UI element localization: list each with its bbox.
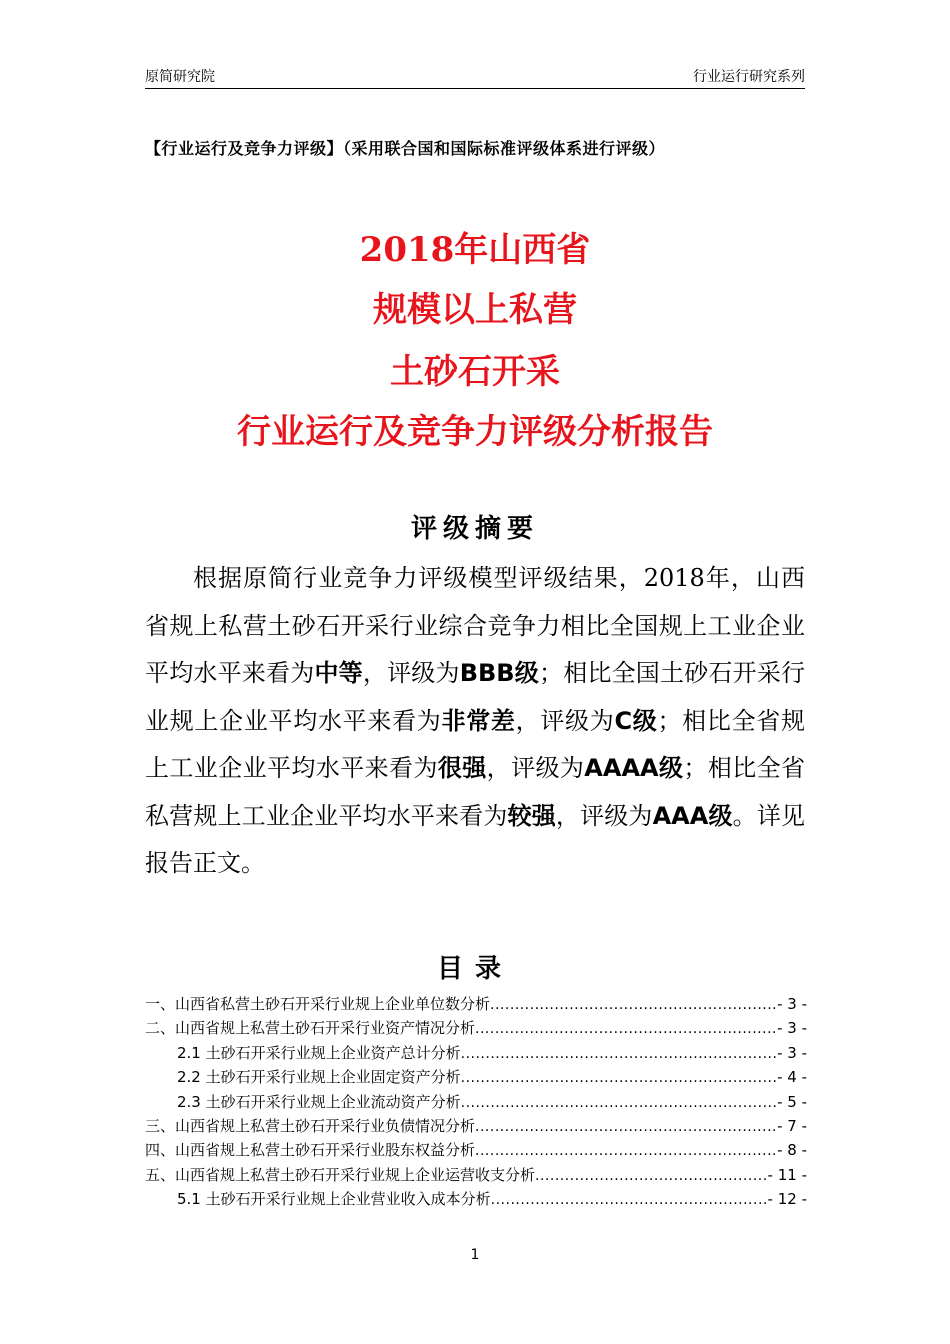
table-of-contents [145, 993, 807, 1213]
summary-text: ；相比全国土砂石开采行业规上企业平均水平来看为 [145, 659, 806, 735]
toc-entry-page: - 11 - [767, 1165, 807, 1184]
summary-heading: 评级摘要 [410, 514, 539, 544]
summary-text: ，评级为 [555, 801, 653, 830]
page-number: 1 [470, 1247, 480, 1263]
toc-entry-label: 2.2 土砂石开采行业规上企业固定资产分析 [177, 1068, 461, 1087]
toc-leader-dots [535, 1168, 768, 1184]
toc-leader-dots [490, 997, 777, 1013]
toc-entry[interactable] [145, 1139, 807, 1163]
rating-note: 【行业运行及竞争力评级】（采用联合国和国际标准评级体系进行评级） [145, 139, 666, 158]
summary-text: ，评级为 [486, 754, 585, 782]
summary-text: ；相比全省规上工业企业平均水平来看为 [145, 706, 806, 782]
summary-paragraph [145, 555, 805, 888]
toc-entry[interactable] [145, 1042, 807, 1066]
toc-heading: 目录 [436, 954, 513, 984]
header-org-name: 原简研究院 [145, 69, 215, 85]
toc-entry-label: 一、山西省私营土砂石开采行业规上企业单位数分析 [145, 995, 491, 1013]
summary-text: 根据原简行业竞争力评级模型评级结果，2018年，山西省规上私营土砂石开采行业综合竞争力相比全国规上工业企业平均水平来看为 [145, 564, 805, 687]
rating-industry-grade: C级 [614, 706, 658, 735]
toc-leader-dots [461, 1070, 777, 1086]
summary-text: ，评级为 [515, 706, 615, 735]
toc-entry[interactable] [145, 993, 807, 1017]
toc-entry[interactable] [145, 1115, 807, 1139]
toc-entry-label: 四、山西省规上私营土砂石开采行业股东权益分析 [145, 1141, 476, 1160]
toc-entry[interactable] [145, 1164, 807, 1188]
report-title-line-3: 土砂石开采 [390, 352, 560, 392]
toc-entry-label: 五、山西省规上私营土砂石开采行业规上企业运营收支分析 [145, 1165, 536, 1184]
summary-text: ，评级为 [362, 659, 460, 687]
rating-national-level: 中等 [314, 659, 363, 687]
toc-entry[interactable] [145, 1017, 807, 1041]
report-title-line-4: 行业运行及竞争力评级分析报告 [237, 412, 713, 452]
toc-entry-page: - 5 - [777, 1092, 807, 1111]
page-header [145, 66, 805, 89]
toc-entry-page: - 12 - [767, 1190, 807, 1209]
rating-province-level: 很强 [437, 754, 487, 782]
toc-entry-label: 二、山西省规上私营土砂石开采行业资产情况分析 [145, 1019, 476, 1038]
report-title-line-2: 规模以上私营 [373, 290, 577, 330]
toc-entry-label: 2.1 土砂石开采行业规上企业资产总计分析 [177, 1043, 461, 1062]
toc-entry[interactable] [145, 1066, 807, 1090]
toc-entry-page: - 3 - [777, 1043, 807, 1062]
toc-leader-dots [475, 1143, 777, 1159]
toc-entry-page: - 8 - [777, 1141, 807, 1160]
toc-leader-dots [461, 1046, 777, 1062]
toc-entry-page: - 3 - [777, 1019, 807, 1038]
rating-province-private-level: 较强 [507, 801, 556, 830]
toc-leader-dots [461, 1095, 777, 1111]
rating-national-grade: BBB级 [459, 659, 539, 687]
summary-text: 。详见报告正文。 [145, 801, 806, 877]
toc-leader-dots [475, 1021, 777, 1037]
toc-entry-label: 5.1 土砂石开采行业规上企业营业收入成本分析 [177, 1190, 491, 1209]
toc-entry[interactable] [145, 1188, 807, 1212]
toc-entry[interactable] [145, 1091, 807, 1115]
toc-leader-dots [491, 1192, 768, 1208]
toc-entry-label: 2.3 土砂石开采行业规上企业流动资产分析 [177, 1092, 461, 1111]
header-series-name: 行业运行研究系列 [693, 69, 805, 85]
summary-text: ；相比全省私营规上工业企业平均水平来看为 [145, 754, 806, 830]
toc-entry-label: 三、山西省规上私营土砂石开采行业负债情况分析 [145, 1116, 476, 1135]
rating-industry-level: 非常差 [441, 706, 516, 735]
rating-province-private-grade: AAA级 [652, 801, 733, 830]
toc-entry-page: - 4 - [777, 1068, 807, 1087]
toc-leader-dots [475, 1119, 777, 1135]
toc-entry-page: - 3 - [777, 995, 807, 1013]
toc-entry-page: - 7 - [777, 1116, 807, 1135]
report-title-line-1: 2018年山西省 [359, 230, 591, 270]
rating-province-grade: AAAA级 [584, 754, 684, 782]
